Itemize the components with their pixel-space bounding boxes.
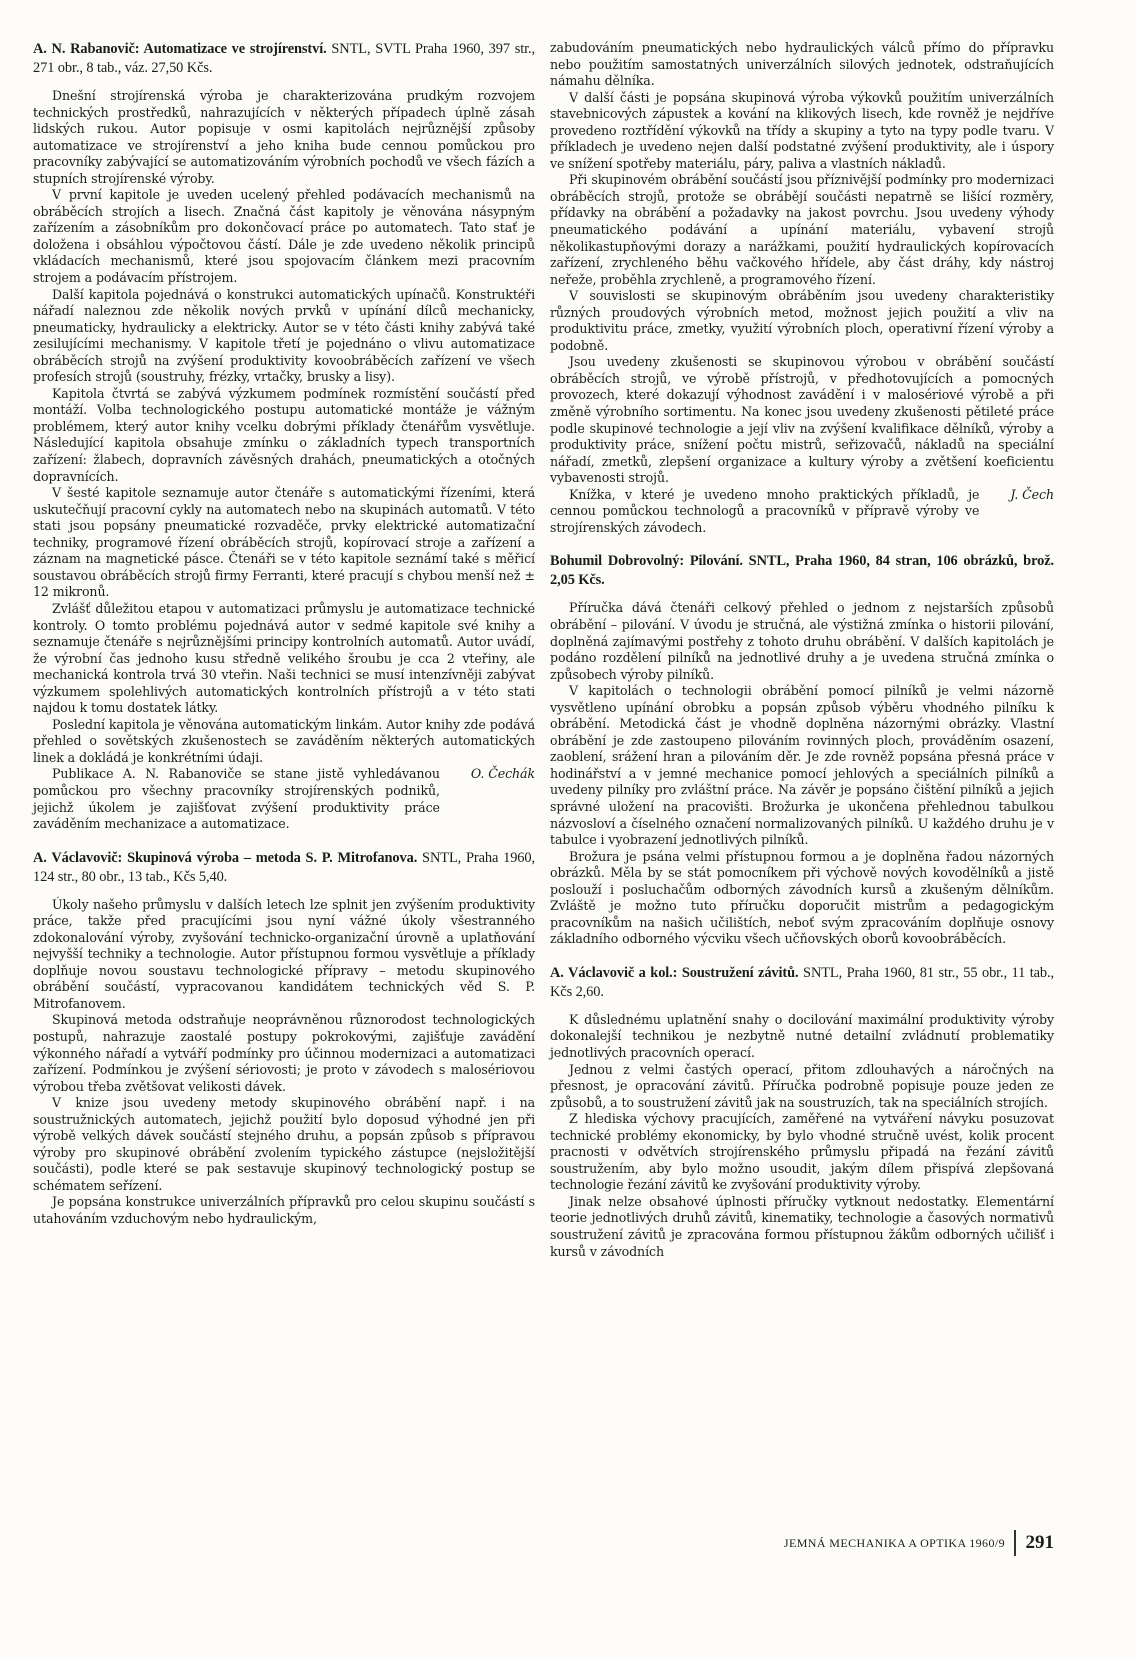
review-closing-text: Knížka, v které je uvedeno mnoho praktických příkladů, je cennou pomůckou technologů a pracovníků v přípravě výroby ve strojírenských závodech.: [550, 486, 980, 535]
review-paragraph: V první kapitole je uveden ucelený přehled podávacích mechanismů na obráběcích strojích a lisech. Značná část kapitoly je věnována násypným zařízením a zásobníkům pro dokončovací práce po automatech. Tato stať je doložena i obsáhlou výpočtovou částí. Dále je zde uvedeno několik principů vkládacích mechanismů, které jsou spojovacím článkem mezi pracovním strojem a podávacím přístrojem.: [33, 187, 535, 286]
page-footer: [730, 1530, 1054, 1556]
review-heading-publication: SNTL, Praha 1960, 124 str., 80 obr., 13 tab., Kčs 5,40.: [33, 849, 535, 885]
review-paragraph: Skupinová metoda odstraňuje neoprávněnou různorodost technologických postupů, nahrazuje zaostalé postupy pokrokovými, zajišťuje zavádění výkonného nářadí a vytváří podmínky pro účinnou modernizaci a automatizaci zařízení. Podmínkou je zvýšení sériovosti; je proto v závodech s malosériovou výrobou třeba zvětšovat velikosti dávek.: [33, 1012, 535, 1094]
review-vaclavovic-soustruzeni: [550, 964, 1054, 1260]
left-column: [33, 40, 535, 1244]
review-heading-title: A. N. Rabanovič: Automatizace ve strojírenství.: [33, 41, 327, 57]
review-heading: [33, 40, 535, 78]
review-paragraph: V knize jsou uvedeny metody skupinového obrábění např. i na soustružnických automatech, jejichž použití bylo doposud výhodné jen při výrobě velkých dávek součástí stejného druhu, a popsán způsob s přípravou výroby pro skupinové obrábění zvolením typického zástupce (nejsložitější součásti), podle které se pak sestavuje skupinový technologický postup se schématem seřízení.: [33, 1095, 535, 1193]
review-paragraph: Příručka dává čtenáři celkový přehled o jednom z nejstarších způsobů obrábění – pilování. V úvodu je stručná, ale výstižná zmínka o historii pilování, doplněná zajímavými postřehy z tohoto druhu obrábění. V dalších kapitolách je podáno rozdělení pilníků na jednotlivé druhy a je uvedena stručná zmínka o způsobech výroby pilníků.: [550, 600, 1054, 682]
journal-name: JEMNÁ MECHANIKA A OPTIKA 1960/9: [783, 1535, 1005, 1550]
review-heading: [550, 552, 1054, 590]
review-heading: [33, 849, 535, 887]
review-vaclavovic-continued: [550, 40, 1054, 536]
review-paragraph: Zvlášť důležitou etapou v automatizaci průmyslu je automatizace technické kontroly. O tomto problému pojednává autor v sedmé kapitole své knihy a seznamuje čtenáře s nejrůznějšími principy kontrolních automatů. Autor uvádí, že výrobní čas jednoho kusu středně velikého šroubu je cca 2 vteřiny, ale mechanická kontrola trvá 30 vteřin. Naši technici se musí intenzívněji zabývat výzkumem spolehlivých automatických kontrolních přístrojů a v této stati najdou k tomu dostatek látky.: [33, 600, 535, 716]
review-paragraph: V šesté kapitole seznamuje autor čtenáře s automatickými řízeními, která uskutečňují pracovní cykly na automatech nebo na skupinách automatů. V této stati jsou popsány pneumatické rozvaděče, prvky elektrické automatizační techniky, programové řízení obráběcích strojů, kopírovací stroje a zařízení a záznam na magnetické pásce. Čtenáři se v této kapitole seznámí také s měřicí soustavou obráběcích strojů firmy Ferranti, které pracují s chybou menší než ± 12 mikronů.: [33, 485, 535, 600]
review-rabanovic: [33, 40, 535, 833]
review-heading-title: A. Václavovič a kol.: Soustružení závitů.: [550, 964, 799, 981]
review-paragraph: Jinak nelze obsahové úplnosti příručky vytknout nedostatky. Elementární teorie jednotlivých druhů závitů, kinematiky, technologie a časových normativů soustružení závitů je zpracována formou přístupnou žákům odborných učilišť i kursů v závodních: [550, 1193, 1054, 1259]
footer-divider: [1014, 1530, 1016, 1556]
review-closing-text: Publikace A. N. Rabanoviče se stane jistě vyhledávanou pomůckou pro všechny pracovníky strojírenských podniků, jejichž úkolem je zajišťovat zvýšení produktivity práce zaváděním mechanizace a automatizace.: [33, 766, 440, 832]
review-closing-paragraph: [33, 766, 535, 832]
review-paragraph: V souvislosti se skupinovým obráběním jsou uvedeny charakteristiky různých proudových výrobních metod, možnost jejich použití a vliv na produktivitu práce, zmetky, využití výrobních ploch, operativní řízení výroby a podobně.: [550, 288, 1054, 353]
review-paragraph-continued: zabudováním pneumatických nebo hydraulických válců přímo do přípravku nebo použitím samostatných univerzálních silových jednotek, odstraňujících námahu dělníka.: [550, 40, 1054, 89]
review-closing-paragraph: [550, 487, 1054, 537]
review-heading-title: Bohumil Dobrovolný: Pilování. SNTL, Praha 1960, 84 stran, 106 obrázků, brož. 2,05 Kčs.: [550, 553, 1054, 589]
review-paragraph: Úkoly našeho průmyslu v dalších letech lze splnit jen zvýšením produktivity práce, takže před pracujícími jsou nyní vážné úkoly všestranného zdokonalování výroby, zvyšování technicko-organizační úrovně a uplatňování nejvyšší techniky a technologie. Autor přístupnou formou vysvětluje a příklady doplňuje novou soustavu technologické přípravy – metodu skupinového obrábění součástí, vypracovanou kandidátem technických věd S. P. Mitrofanovem.: [33, 896, 535, 1011]
review-paragraph: V další části je popsána skupinová výroba výkovků použitím univerzálních stavebnicových zápustek a kování na klikových lisech, kde rovněž je nejdříve provedeno roztřídění výkovků na třídy a skupiny a tyto na typy podle tvaru. V příkladech je uvedeno nejen další podstatné zvýšení produktivity, ale i úspory ve snížení spotřeby materiálu, páry, paliva a vlastních nákladů.: [550, 89, 1054, 171]
review-paragraph: K důslednému uplatnění snahy o docilování maximální produktivity výroby dokonalejší technikou je nezbytně nutné detailní zvládnutí problematiky jednotlivých pracovních operací.: [550, 1011, 1054, 1060]
review-heading-publication: SNTL, Praha 1960, 81 str., 55 obr., 11 tab., Kčs 2,60.: [550, 964, 1054, 1000]
page-number: 291: [1025, 1532, 1054, 1553]
review-paragraph: Je popsána konstrukce univerzálních přípravků pro celou skupinu součástí s utahováním vzduchovým nebo hydraulickým,: [33, 1194, 535, 1226]
review-heading: [550, 964, 1054, 1002]
review-paragraph: Jednou z velmi častých operací, přitom zdlouhavých a náročných na přesnost, je opracování závitů. Příručka podrobně popisuje pouze jeden ze způsobů, a to soustružení závitů jak na soustruzích, tak na speciálních strojích.: [550, 1061, 1054, 1110]
review-paragraph: Dnešní strojírenská výroba je charakterizována prudkým rozvojem technických prostředků, nahrazujících v některých případech úplně zásah lidských rukou. Autor popisuje v osmi kapitolách nejrůznější způsoby automatizace ve strojírenství a jeho kniha bude cennou pomůckou pro pracovníky zabývající se automatizováním výrobních pochodů ve všech fázích a stupních strojírenské výroby.: [33, 88, 535, 186]
review-paragraph: Další kapitola pojednává o konstrukci automatických upínačů. Konstruktéři nářadí naleznou zde několik nových prvků v upínání dílců mechanicky, pneumaticky, hydraulicky a elektricky. Autor se v této části knihy zabývá také zesilujícími mechanismy. V kapitole třetí je pojednáno o vlivu automatizace obráběcích strojů na zvýšení produktivity kovoobráběcích zařízení ve všech profesích strojů (soustruhy, frézky, vrtačky, brusky a lisy).: [33, 286, 535, 385]
right-column: [550, 40, 1054, 1276]
review-heading-title: A. Václavovič: Skupinová výroba – metoda S. P. Mitrofanova.: [33, 849, 418, 866]
review-paragraph: Poslední kapitola je věnována automatickým linkám. Autor knihy zde podává přehled o sovětských zkušenostech se zaváděním některých automatických linek a dokládá je konkrétními údaji.: [33, 716, 535, 765]
reviewer-signature: O. Čechák: [470, 766, 535, 782]
review-paragraph: V kapitolách o technologii obrábění pomocí pilníků je velmi názorně vysvětleno upínání obrobku a popsán způsob výběru vhodného pilníku k obrábění. Metodická část je vhodně doplněna názornými obrázky. Vlastní obrábění je zde zastoupeno pilováním rovinných ploch, prováděním osazení, zaoblení, srážení hran a pilováním děr. Je zde rovněž popsána přesná práce v hodinářství a v jemné mechanice pomocí jehlových a speciálních pilníků a uvedeny pilníky pro zvláštní práce. Na závěr je popsáno čištění pilníků a jejich správné uložení na pracovišti. Brožurka je ukončena přehlednou tabulkou názvosloví a číselného označení normalizovaných pilníků. U každého druhu je v tabulce i vyobrazení jednotlivých pilníků.: [550, 683, 1054, 848]
review-dobrovolny-pilovani: [550, 552, 1054, 947]
review-paragraph: Kapitola čtvrtá se zabývá výzkumem podmínek rozmístění součástí před montáží. Volba technologického postupu automatické montáže je vážným problémem, který autor knihy vcelku dobrými příklady čtenářům vysvětluje. Následující kapitola obsahuje zmínku o základních typech transportních zařízení: žlabech, dopravních závěsných drahách, pneumatických a otočných dopravnících.: [33, 385, 535, 484]
review-heading-publication: SNTL, SVTL Praha 1960, 397 str., 271 obr., 8 tab., váz. 27,50 Kčs.: [33, 41, 535, 76]
review-paragraph: Jsou uvedeny zkušenosti se skupinovou výrobou v obrábění součástí obráběcích strojů, ve výrobě přístrojů, v předhotovujících a pomocných provozech, které dokazují výhodnost zavádění i v malosériové výrobě a při změně výrobního sortimentu. Na konec jsou uvedeny zkušenosti pětileté práce podle skupinové technologie a její vliv na zvýšení kvalifikace dělníků, výroby a produktivity práce, snížení počtu mistrů, seřizovačů, nákladů na speciální nářadí, zmetků, zlepšení organizace a kultury výroby a zvětšení koeficientu vybavenosti strojů.: [550, 354, 1054, 486]
review-paragraph: Z hlediska výchovy pracujících, zaměřené na vytváření návyku posuzovat technické problémy ekonomicky, by bylo vhodné stručně uvést, kolik procent pracnosti v odvětvích strojírenského průmyslu připadá na řezání závitů soustružením, aby bylo možno usoudit, jakým dílem přispívá zlepšovaná technologie řezání závitů ke zvyšování produktivity výroby.: [550, 1111, 1054, 1193]
review-vaclavovic-skupinova: [33, 849, 535, 1228]
review-paragraph: Při skupinovém obrábění součástí jsou příznivější podmínky pro modernizaci obráběcích strojů, protože se obrábějí součásti nepatrně se lišící rozměry, přídavky na obrábění a požadavky na jakost povrchu. Jsou uvedeny výhody pneumatického podávání a upínání materiálu, vybavení strojů několikastupňovými dorazy a narážkami, použití hydraulických kopírovacích zařízení, zrychleného běhu vačkového hřídele, aby část dráhy, kdy nástroj neřeže, proběhla zrychleně, a programového řízení.: [550, 172, 1054, 287]
review-paragraph: Brožura je psána velmi přístupnou formou a je doplněna řadou názorných obrázků. Měla by se stát pomocníkem při výchově nových kovodělníků a jistě poslouží i posluchačům odborných závodních kursů a zkušeným dělníkům. Zvláště je možno tuto příručku doporučit mistrům a pedagogickým pracovníkům na našich učilištích, neboť svým zpracováním doplňuje osnovy základního odborného výcviku všech učňovských oborů kovoobráběcích.: [550, 848, 1054, 947]
reviewer-signature: J. Čech: [1010, 486, 1054, 502]
